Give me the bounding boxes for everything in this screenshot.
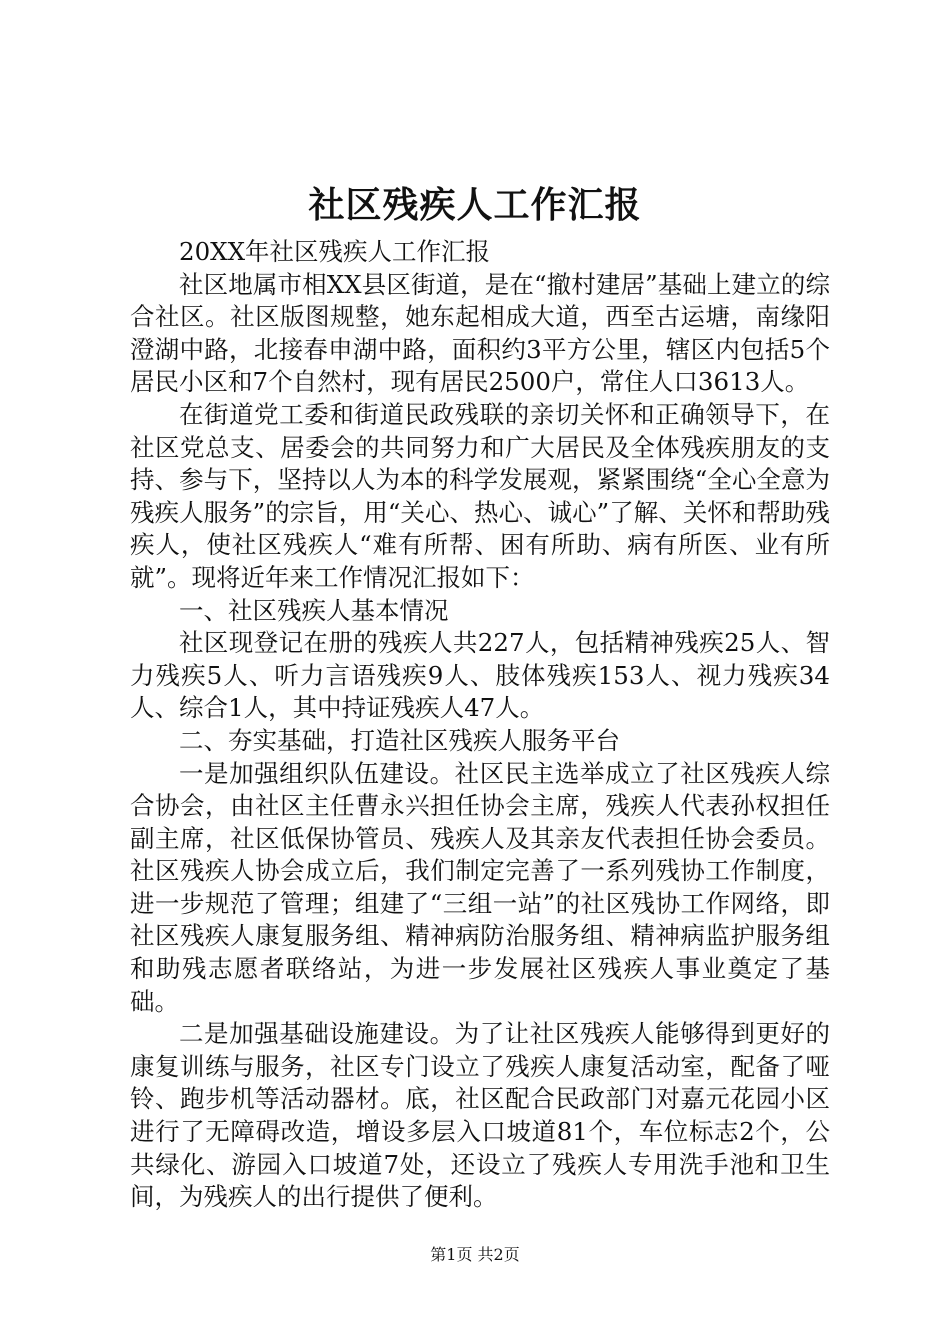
body-paragraph: 在街道党工委和街道民政残联的亲切关怀和正确领导下，在社区党总支、居委会的共同努力和广大居民及全体残疾朋友的支持、参与下，坚持以人为本的科学发展观，紧紧围绕“全心全意为残疾人服务”的宗旨，用“关心、热心、诚心”了解、关怀和帮助残疾人，使社区残疾人“难有所帮、困有所助、病有所医、业有所就”。现将近年来工作情况汇报如下： <box>130 399 830 592</box>
section-heading: 二、夯实基础，打造社区残疾人服务平台 <box>179 725 620 755</box>
body-paragraph: 20XX年社区残疾人工作汇报 <box>179 237 491 266</box>
body-paragraph: 社区现登记在册的残疾人共227人，包括精神残疾25人、智力残疾5人、听力言语残疾9人、肢体残疾153人、视力残疾34人、综合1人，其中持证残疾人47人。 <box>130 628 830 723</box>
body-paragraph: 社区地属市相XX县区街道，是在“撤村建居”基础上建立的综合社区。社区版图规整，她东起相成大道，西至古运塘，南缘阳澄湖中路，北接春申湖中路，面积约3平方公里，辖区内包括5个居民小区和7个自然村，现有居民2500户，常住人口3613人。 <box>130 269 830 397</box>
body-paragraph: 一是加强组织队伍建设。社区民主选举成立了社区残疾人综合协会，由社区主任曹永兴担任协会主席，残疾人代表孙权担任副主席，社区低保协管员、残疾人及其亲友代表担任协会委员。社区残疾人协会成立后，我们制定完善了一系列残协工作制度，进一步规范了管理；组建了“三组一站”的社区残协工作网络，即社区残疾人康复服务组、精神病防治服务组、精神病监护服务组和助残志愿者联络站，为进一步发展社区残疾人事业奠定了基础。 <box>130 758 830 1016</box>
page-footer: 第1页 共2页 <box>430 1245 520 1264</box>
body-paragraph: 二是加强基础设施建设。为了让社区残疾人能够得到更好的康复训练与服务，社区专门设立了残疾人康复活动室，配备了哑铃、跑步机等活动器材。底，社区配合民政部门对嘉元花园小区进行了无障碍改造，增设多层入口坡道81个，车位标志2个，公共绿化、游园入口坡道7处，还设立了残疾人专用洗手池和卫生间，为残疾人的出行提供了便利。 <box>130 1019 830 1212</box>
section-heading: 一、社区残疾人基本情况 <box>179 595 449 625</box>
document-body <box>130 236 830 1214</box>
document-title: 社区残疾人工作汇报 <box>308 184 642 226</box>
